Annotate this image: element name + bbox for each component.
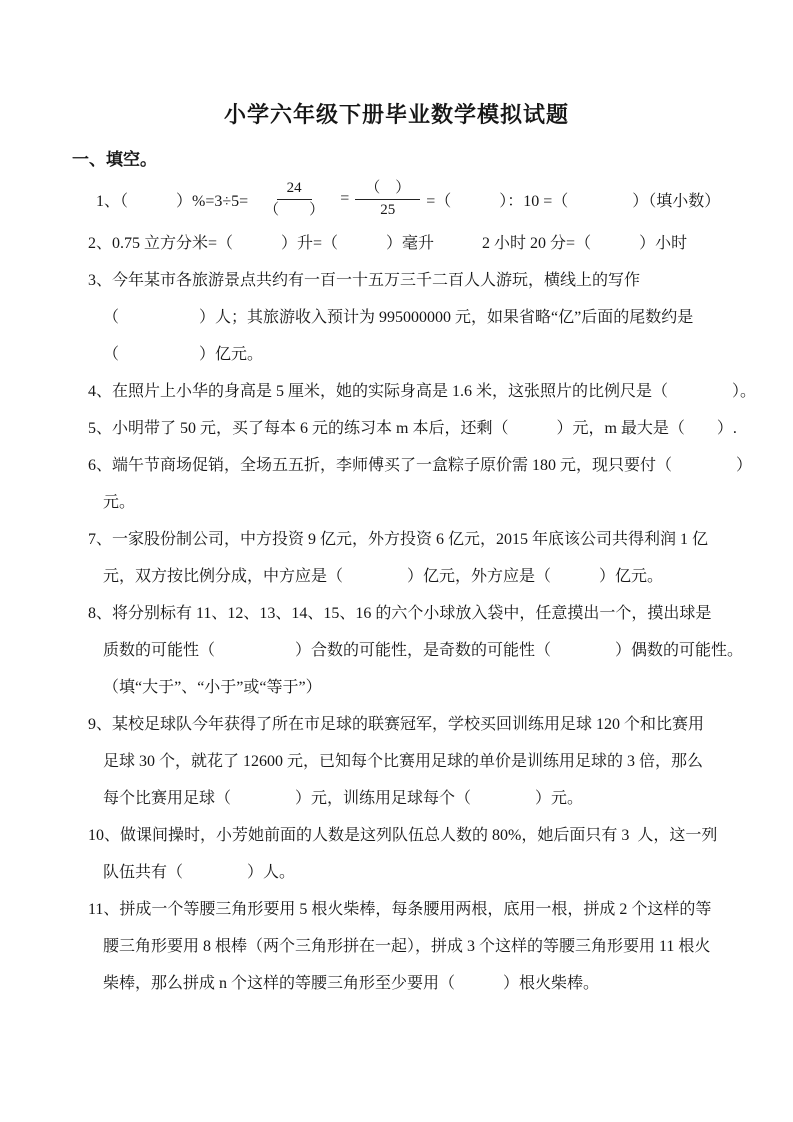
page-title: 小学六年级下册毕业数学模拟试题: [223, 102, 569, 127]
question-text-line: 队伍共有（ ）人。: [103, 864, 296, 881]
question-11: [88, 891, 753, 1002]
fraction-numerator: 24: [277, 179, 312, 200]
fraction-24-over-blank: [254, 179, 334, 220]
question-text-line: 柴棒，那么拼成 n 个这样的等腰三角形至少要用（ ）根火柴棒。: [103, 975, 600, 992]
question-4: [88, 373, 757, 410]
question-2: [88, 225, 753, 262]
section-heading: 一、填空。: [72, 150, 157, 169]
question-6: [88, 447, 753, 521]
question-1-suffix: =（ ）：10 =（ ）（填小数）: [426, 192, 721, 210]
question-1: [88, 173, 753, 225]
question-text-line: 7、一家股份制公司，中方投资 9 亿元，外方投资 6 亿元，2015 年底该公司共得利润 1 亿: [88, 531, 709, 548]
question-text-line: 质数的可能性（ ）合数的可能性，是奇数的可能性（ ）偶数的可能性。: [103, 642, 744, 659]
question-text-line: 2、0.75 立方分米=（ ）升=（ ）毫升 2 小时 20 分=（ ）小时: [88, 235, 688, 252]
question-text-line: 元。: [103, 494, 136, 511]
fraction-numerator: （ ）: [355, 179, 420, 200]
question-3: [88, 262, 753, 373]
question-text-line: （ ）人；其旅游收入预计为 995000000 元，如果省略“亿”后面的尾数约是: [103, 309, 694, 326]
question-text-line: 5、小明带了 50 元，买了每本 6 元的练习本 m 本后，还剩（ ）元，m 最大是（ ）.: [88, 420, 737, 437]
question-text-line: 10、做课间操时，小芳她前面的人数是这列队伍总人数的 80%，她后面只有 3 人，这一列: [88, 827, 718, 844]
question-text-line: 9、某校足球队今年获得了所在市足球的联赛冠军，学校买回训练用足球 120 个和比赛用: [88, 716, 705, 733]
question-list: [88, 173, 757, 1002]
fraction-denominator: （ ）: [264, 201, 325, 218]
question-text-line: 腰三角形要用 8 根棒（两个三角形拼在一起），拼成 3 个这样的等腰三角形要用 11 根火: [103, 938, 711, 955]
question-text-line: 4、在照片上小华的身高是 5 厘米，她的实际身高是 1.6 米，这张照片的比例尺是（ ）。: [88, 383, 757, 400]
fraction-blank-over-25: [355, 179, 420, 220]
question-text-line: 3、今年某市各旅游景点共约有一百一十五万三千二百人人游玩，横线上的写作: [88, 272, 641, 289]
question-9: [88, 706, 753, 817]
question-text-line: 6、端午节商场促销，全场五五折，李师傅买了一盒粽子原价需 180 元，现只要付（ ）: [88, 457, 753, 474]
question-5: [88, 410, 753, 447]
question-text-line: 8、将分别标有 11、12、13、14、15、16 的六个小球放入袋中，任意摸出一个，摸出球是: [88, 605, 712, 622]
equals-sign: =: [340, 190, 350, 207]
question-text-line: 11、拼成一个等腰三角形要用 5 根火柴棒，每条腰用两根，底用一根，拼成 2 个这样的等: [88, 901, 712, 918]
question-text-line: （ ）亿元。: [103, 346, 264, 363]
question-text-line: （填“大于”、“小于”或“等于”）: [103, 679, 322, 696]
question-text-line: 元，双方按比例分成，中方应是（ ）亿元，外方应是（ ）亿元。: [103, 568, 664, 585]
question-text-line: 足球 30 个，就花了 12600 元，已知每个比赛用足球的单价是训练用足球的 3 倍，那么: [103, 753, 704, 770]
question-text-line: 每个比赛用足球（ ）元，训练用足球每个（ ）元。: [103, 790, 584, 807]
question-10: [88, 817, 753, 891]
question-7: [88, 521, 753, 595]
fraction-denominator: 25: [380, 201, 396, 218]
question-8: [88, 595, 753, 706]
question-1-prefix: 1、（ ）%=3÷5=: [96, 192, 249, 210]
